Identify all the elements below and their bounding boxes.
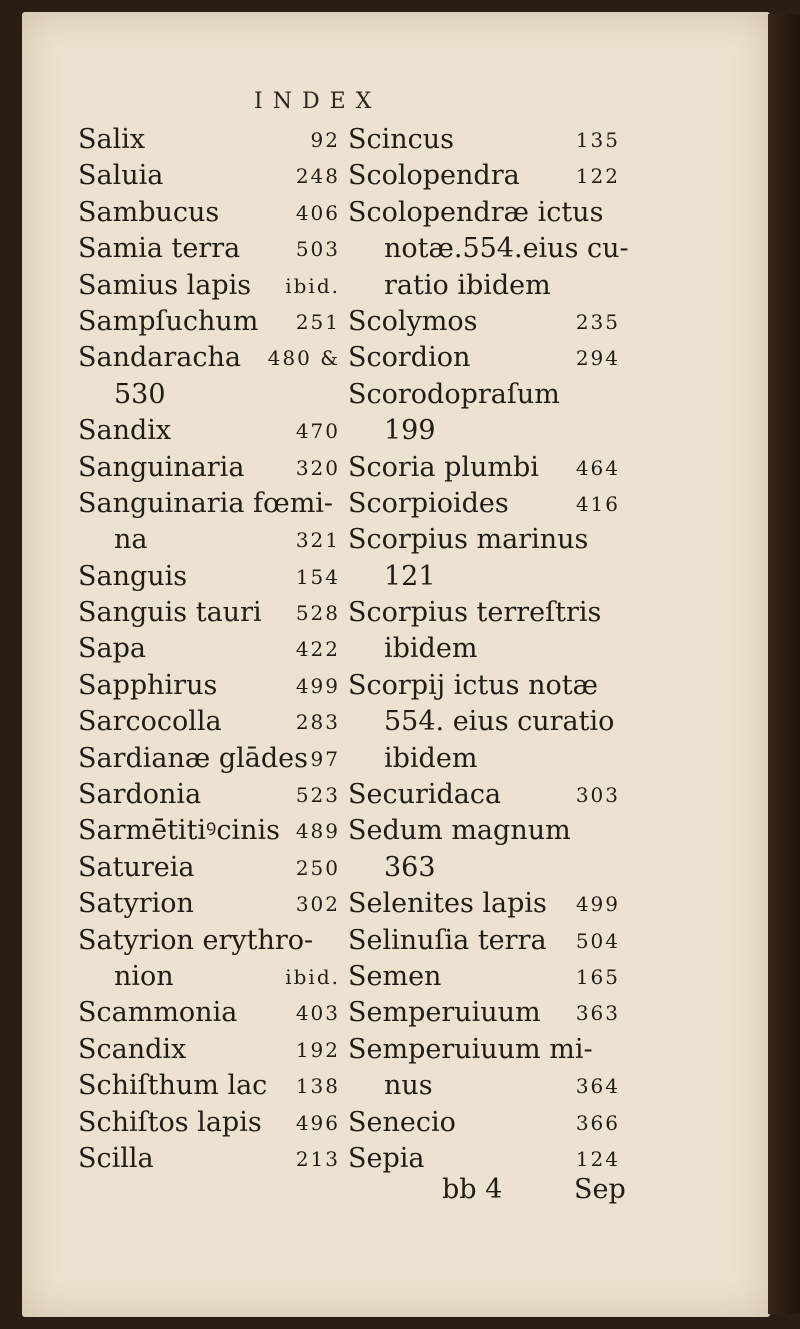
index-entry bbox=[348, 522, 620, 558]
index-term: 363 bbox=[384, 851, 436, 883]
index-entry bbox=[78, 522, 340, 558]
index-entry bbox=[78, 1141, 340, 1177]
index-page-ref: 165 bbox=[575, 964, 620, 989]
index-term: Scammonia bbox=[78, 997, 238, 1029]
index-entry bbox=[348, 413, 620, 449]
index-term: Semen bbox=[348, 960, 442, 992]
index-term: Scolymos bbox=[348, 305, 478, 337]
index-entry bbox=[78, 741, 340, 777]
index-term: Sapphirus bbox=[78, 669, 218, 701]
left-index-column bbox=[78, 122, 340, 1177]
index-entry bbox=[348, 995, 620, 1031]
index-term: Sepia bbox=[348, 1142, 425, 1174]
index-page-ref: 294 bbox=[575, 346, 620, 371]
page-header: INDEX bbox=[254, 89, 382, 114]
index-term: Sedum magnum bbox=[348, 815, 571, 847]
index-page-ref: 320 bbox=[295, 455, 340, 480]
index-term: Scilla bbox=[78, 1142, 154, 1174]
index-entry bbox=[348, 777, 620, 813]
index-entry bbox=[348, 923, 620, 959]
index-page-ref: 406 bbox=[295, 200, 340, 225]
index-term: Sanguinaria fœmi- bbox=[78, 487, 334, 519]
index-term: Satyrion erythro- bbox=[78, 924, 314, 956]
index-page-ref: 499 bbox=[575, 892, 620, 917]
index-entry bbox=[78, 1068, 340, 1104]
index-entry bbox=[348, 486, 620, 522]
index-entry bbox=[348, 1141, 620, 1177]
index-term: Sandix bbox=[78, 415, 172, 447]
index-entry bbox=[348, 450, 620, 486]
index-page-ref: 528 bbox=[295, 601, 340, 626]
index-term: 530 bbox=[114, 378, 166, 410]
index-entry bbox=[348, 231, 629, 267]
index-entry bbox=[348, 959, 620, 995]
index-page-ref: 470 bbox=[295, 419, 340, 444]
index-term: Scandix bbox=[78, 1033, 187, 1065]
index-entry bbox=[78, 923, 340, 959]
index-page-ref: 403 bbox=[295, 1001, 340, 1026]
index-entry bbox=[78, 158, 340, 194]
index-term: Selinuſia terra bbox=[348, 924, 547, 956]
index-term: Sandaracha bbox=[78, 342, 241, 374]
index-entry bbox=[78, 1032, 340, 1068]
index-term: Satureia bbox=[78, 851, 195, 883]
index-entry bbox=[78, 668, 340, 704]
index-term: nion bbox=[114, 960, 174, 992]
index-term: Sanguis bbox=[78, 560, 188, 592]
index-page-ref: 480 & bbox=[267, 346, 340, 371]
index-term: Satyrion bbox=[78, 888, 194, 920]
index-page-ref: 303 bbox=[575, 783, 620, 808]
index-page-ref: 138 bbox=[295, 1074, 340, 1099]
index-page-ref: 422 bbox=[295, 637, 340, 662]
index-entry bbox=[78, 595, 340, 631]
index-term: ratio ibidem bbox=[384, 269, 551, 301]
index-page-ref: ibid. bbox=[285, 964, 340, 989]
index-term: 121 bbox=[384, 560, 436, 592]
index-page-ref: 503 bbox=[295, 237, 340, 262]
index-entry bbox=[78, 195, 340, 231]
index-page-ref: 464 bbox=[575, 455, 620, 480]
index-page-ref: 496 bbox=[295, 1110, 340, 1135]
catchword: Sep bbox=[574, 1174, 626, 1205]
index-term: Scorpius terreſtris bbox=[348, 597, 602, 629]
index-term: Sampſuchum bbox=[78, 305, 259, 337]
index-term: na bbox=[114, 524, 148, 556]
index-term: notæ.554.eius cu- bbox=[384, 233, 629, 265]
index-page-ref: 366 bbox=[575, 1110, 620, 1135]
index-entry bbox=[78, 704, 340, 740]
index-term: Sanguinaria bbox=[78, 451, 245, 483]
right-index-column bbox=[348, 122, 629, 1177]
index-entry bbox=[78, 559, 340, 595]
index-term: Selenites lapis bbox=[348, 888, 547, 920]
index-term: ibidem bbox=[384, 742, 478, 774]
index-term: ibidem bbox=[384, 633, 478, 665]
index-entry bbox=[78, 413, 340, 449]
index-entry bbox=[78, 377, 340, 413]
index-term: Semperuiuum mi- bbox=[348, 1033, 593, 1065]
index-page-ref: 416 bbox=[575, 491, 620, 516]
index-entry bbox=[348, 741, 620, 777]
index-page-ref: 248 bbox=[295, 164, 340, 189]
index-page-ref: 321 bbox=[295, 528, 340, 553]
index-entry bbox=[78, 959, 340, 995]
index-page-ref: 122 bbox=[575, 164, 620, 189]
index-page-ref: 250 bbox=[295, 855, 340, 880]
index-term: Scoria plumbi bbox=[348, 451, 539, 483]
index-entry bbox=[348, 304, 620, 340]
index-page-ref: 283 bbox=[295, 710, 340, 735]
index-entry bbox=[78, 886, 340, 922]
index-term: Sarcocolla bbox=[78, 706, 222, 738]
index-entry bbox=[348, 668, 620, 704]
index-entry bbox=[78, 450, 340, 486]
index-entry bbox=[348, 850, 620, 886]
index-page-ref: 363 bbox=[575, 1001, 620, 1026]
index-term: Sardonia bbox=[78, 779, 202, 811]
index-term: Scorpij ictus notæ bbox=[348, 669, 598, 701]
index-page-ref: ibid. bbox=[285, 273, 340, 298]
index-page-ref: 523 bbox=[295, 783, 340, 808]
index-entry bbox=[348, 268, 620, 304]
index-term: Sardianæ glādes bbox=[78, 742, 309, 774]
index-entry bbox=[78, 340, 340, 376]
index-page-ref: 499 bbox=[295, 673, 340, 698]
index-term: 554. eius curatio bbox=[384, 706, 615, 738]
index-entry bbox=[348, 1068, 620, 1104]
index-term: Scorpius marinus bbox=[348, 524, 589, 556]
index-entry bbox=[348, 1032, 620, 1068]
index-page-ref: 235 bbox=[575, 309, 620, 334]
index-page-ref: 504 bbox=[575, 928, 620, 953]
index-entry bbox=[348, 813, 620, 849]
index-entry bbox=[78, 850, 340, 886]
index-term: Sanguis tauri bbox=[78, 597, 262, 629]
index-entry bbox=[348, 1105, 620, 1141]
index-entry bbox=[78, 486, 340, 522]
index-term: Scorpioides bbox=[348, 487, 509, 519]
index-entry bbox=[348, 122, 620, 158]
index-page-ref: 92 bbox=[310, 128, 340, 152]
index-term: Scolopendra bbox=[348, 160, 520, 192]
book-edge bbox=[768, 14, 800, 1314]
index-page-ref: 302 bbox=[295, 892, 340, 917]
index-term: Securidaca bbox=[348, 779, 502, 811]
index-term: Scolopendræ ictus bbox=[348, 196, 604, 228]
index-entry bbox=[78, 1105, 340, 1141]
index-page-ref: 364 bbox=[575, 1074, 620, 1099]
index-entry bbox=[348, 595, 620, 631]
index-entry bbox=[78, 231, 340, 267]
index-term: nus bbox=[384, 1070, 433, 1102]
index-term: Schiſthum lac bbox=[78, 1070, 268, 1102]
index-entry bbox=[78, 813, 340, 849]
index-term: Scincus bbox=[348, 124, 455, 155]
index-page-ref: 97 bbox=[310, 746, 340, 771]
index-page-ref: 154 bbox=[295, 564, 340, 589]
index-entry bbox=[78, 304, 340, 340]
index-term: Samia terra bbox=[78, 233, 241, 265]
index-entry bbox=[348, 559, 620, 595]
index-entry bbox=[348, 195, 620, 231]
index-term: Sambucus bbox=[78, 196, 220, 228]
index-page-ref: 135 bbox=[575, 128, 620, 152]
index-term: Sarmētitiꝰcinis bbox=[78, 815, 281, 847]
index-term: Samius lapis bbox=[78, 269, 252, 301]
index-entry bbox=[78, 631, 340, 667]
signature-mark: bb 4 bbox=[442, 1174, 503, 1205]
index-page-ref: 192 bbox=[295, 1037, 340, 1062]
index-entry bbox=[78, 777, 340, 813]
index-entry bbox=[348, 631, 620, 667]
index-page-ref: 124 bbox=[575, 1146, 620, 1171]
index-term: Saluia bbox=[78, 160, 164, 192]
index-entry bbox=[78, 995, 340, 1031]
index-entry bbox=[348, 377, 620, 413]
book-page bbox=[22, 12, 770, 1317]
index-term: Salix bbox=[78, 124, 146, 155]
index-term: Sapa bbox=[78, 633, 146, 665]
index-term: 199 bbox=[384, 415, 436, 447]
index-page-ref: 213 bbox=[295, 1146, 340, 1171]
index-page-ref: 489 bbox=[295, 819, 340, 844]
index-entry bbox=[348, 158, 620, 194]
index-term: Scorodopraſum bbox=[348, 378, 560, 410]
index-term: Schiſtos lapis bbox=[78, 1106, 262, 1138]
index-term: Senecio bbox=[348, 1106, 456, 1138]
index-entry bbox=[348, 886, 620, 922]
index-entry bbox=[78, 268, 340, 304]
index-entry bbox=[348, 704, 620, 740]
index-entry bbox=[348, 340, 620, 376]
index-page-ref: 251 bbox=[295, 309, 340, 334]
index-term: Semperuiuum bbox=[348, 997, 541, 1029]
index-term: Scordion bbox=[348, 342, 471, 374]
index-entry bbox=[78, 122, 340, 158]
